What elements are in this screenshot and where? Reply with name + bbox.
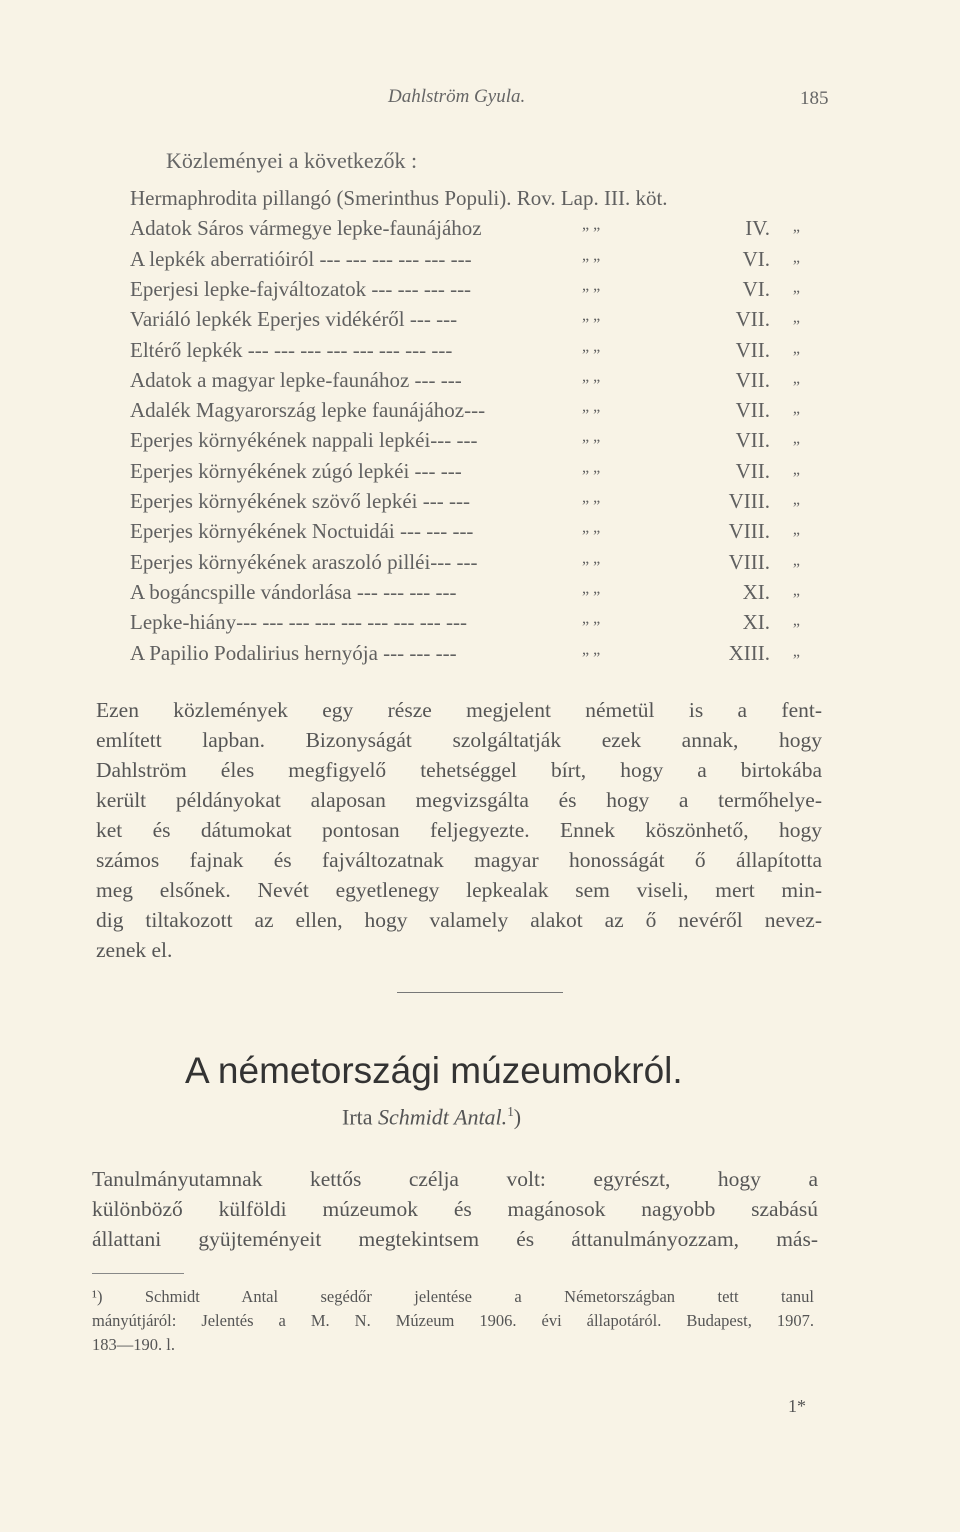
paragraph-line: különböző külföldi múzeumok és magánosok nagyobb szabású xyxy=(92,1197,818,1221)
publication-title: A Papilio Podalirius hernyója --- --- --- xyxy=(130,640,457,665)
footnote-rule xyxy=(92,1273,184,1274)
paragraph-dahlstrom xyxy=(96,695,822,965)
ditto-mark: „ „ xyxy=(582,367,601,385)
ditto-mark: „ „ xyxy=(582,216,601,234)
volume-number: VII. xyxy=(735,337,770,362)
publication-row xyxy=(130,519,800,549)
volume-number: XI. xyxy=(742,610,770,635)
paragraph-line: Tanulmányutamnak kettős czélja volt: egyrészt, hogy a xyxy=(92,1167,818,1191)
volume-number: VII. xyxy=(735,307,770,332)
footnote-line: mányútjáról: Jelentés a M. N. Múzeum 1906. évi állapotáról. Budapest, 1907. xyxy=(92,1311,814,1330)
ditto-mark: „ „ xyxy=(582,549,601,567)
ditto-mark: „ xyxy=(792,369,800,387)
paragraph-line: került példányokat alaposan megvizsgálta és hogy a termőhelye- xyxy=(96,788,822,812)
paragraph-line: Dahlström éles megfigyelő tehetséggel bírt, hogy a birtokába xyxy=(96,758,822,782)
publication-title: Eperjes környékének szövő lepkéi --- --- xyxy=(130,489,470,513)
running-head-author: Dahlström Gyula. xyxy=(388,86,526,107)
volume-number: VII. xyxy=(735,367,770,392)
paragraph-line: zenek el. xyxy=(96,938,173,962)
publication-row xyxy=(130,338,800,368)
ditto-mark: „ xyxy=(792,339,800,357)
ditto-mark: „ xyxy=(792,612,800,630)
footnote-line: ¹) Schmidt Antal segédőr jelentése a Németországban tett tanul xyxy=(92,1287,814,1306)
ditto-mark: „ „ xyxy=(582,246,601,264)
ditto-mark: „ „ xyxy=(582,579,601,597)
publication-title: A bogáncspille vándorlása --- --- --- --- xyxy=(130,579,457,604)
section-divider xyxy=(397,992,563,993)
paragraph-line: ket és dátumokat pontosan feljegyezte. Ennek köszönhető, hogy xyxy=(96,818,822,842)
byline-prefix: Irta xyxy=(342,1104,373,1130)
byline-suffix: ) xyxy=(513,1104,522,1130)
ditto-mark: „ xyxy=(792,642,800,660)
volume-number: VII. xyxy=(735,398,770,423)
volume-number: VII. xyxy=(735,458,770,483)
ditto-mark: „ xyxy=(792,491,800,508)
ditto-mark: „ xyxy=(792,309,800,327)
ditto-mark: „ „ xyxy=(582,519,601,537)
publication-title: Hermaphrodita pillangó (Smerinthus Populi). Rov. Lap. III. köt. xyxy=(130,186,668,210)
ditto-mark: „ „ xyxy=(582,489,601,506)
signature-mark: 1* xyxy=(788,1396,806,1416)
publication-title: Lepke-hiány--- --- --- --- --- --- --- --- --- xyxy=(130,610,467,635)
ditto-mark: „ „ xyxy=(582,640,601,658)
publication-title: Adatok a magyar lepke-faunához --- --- xyxy=(130,367,462,392)
publication-title: Eperjes környékének zúgó lepkéi --- --- xyxy=(130,458,462,483)
publication-row xyxy=(130,610,800,640)
paragraph-line: Ezen közlemények egy része megjelent németül is a fent- xyxy=(96,698,822,722)
footnote-mark: 1 xyxy=(507,1104,514,1119)
paragraph-line: dig tiltakozott az ellen, hogy valamely alakot az ő nevéről nevez- xyxy=(96,908,822,932)
publication-title: Eperjes környékének nappali lepkéi--- --- xyxy=(130,428,478,453)
publication-title: Eperjes környékének Noctuidái --- --- --- xyxy=(130,519,474,544)
publication-row xyxy=(130,489,800,519)
paragraph-line: meg elsőnek. Nevét egyetlenegy lepkealak sem viseli, mert min- xyxy=(96,878,822,902)
publication-row xyxy=(130,247,800,277)
ditto-mark: „ „ xyxy=(582,307,601,325)
paragraph-line: számos fajnak és fajváltozatnak magyar honosságát ő állapította xyxy=(96,848,822,872)
publication-row xyxy=(130,368,800,398)
publication-row xyxy=(130,398,800,428)
ditto-mark: „ xyxy=(792,551,800,569)
publication-title: Eltérő lepkék --- --- --- --- --- --- --- --- xyxy=(130,337,453,362)
paragraph-line: állattani gyüjteményeit megtekintsem és áttanulmányozzam, más- xyxy=(92,1227,818,1251)
ditto-mark: „ xyxy=(792,218,800,236)
article-byline xyxy=(342,1104,521,1130)
byline-author: Schmidt Antal. xyxy=(378,1104,508,1130)
article-title: A németországi múzeumokról. xyxy=(185,1050,683,1091)
volume-number: XIII. xyxy=(728,640,770,665)
page-number: 185 xyxy=(800,88,829,109)
ditto-mark: „ xyxy=(792,278,800,296)
ditto-mark: „ „ xyxy=(582,276,601,294)
publication-title: Adatok Sáros vármegye lepke-faunájához xyxy=(130,216,482,241)
volume-number: IV. xyxy=(745,216,770,241)
intro-line: Közleményei a következők : xyxy=(166,148,418,173)
volume-number: VIII. xyxy=(728,549,770,574)
footnote-line: 183—190. l. xyxy=(92,1335,175,1354)
publication-title: Variáló lepkék Eperjes vidékéről --- --- xyxy=(130,307,458,332)
publication-row xyxy=(130,550,800,580)
publication-title: Eperjes környékének araszoló pilléi--- --- xyxy=(130,549,478,574)
ditto-mark: „ xyxy=(792,521,800,539)
footnote xyxy=(92,1285,814,1357)
volume-number: VIII. xyxy=(728,519,770,544)
publication-title: Adalék Magyarország lepke faunájához--- xyxy=(130,398,486,423)
publication-row xyxy=(130,216,800,246)
ditto-mark: „ „ xyxy=(582,428,601,446)
volume-number: VIII. xyxy=(728,489,770,513)
volume-number: XI. xyxy=(742,579,770,604)
ditto-mark: „ xyxy=(792,581,800,599)
publication-row xyxy=(130,641,800,671)
publication-row xyxy=(130,459,800,489)
publication-row xyxy=(130,277,800,307)
ditto-mark: „ „ xyxy=(582,458,601,476)
ditto-mark: „ „ xyxy=(582,398,601,416)
publication-row xyxy=(130,307,800,337)
ditto-mark: „ xyxy=(792,400,800,418)
volume-number: VI. xyxy=(742,246,770,271)
publication-row xyxy=(130,428,800,458)
ditto-mark: „ xyxy=(792,430,800,448)
paragraph-article-intro xyxy=(92,1164,818,1254)
publication-title: Eperjesi lepke-fajváltozatok --- --- --- --- xyxy=(130,276,472,301)
paragraph-line: említett lapban. Bizonyságát szolgáltatják ezek annak, hogy xyxy=(96,728,822,752)
publication-row xyxy=(130,186,800,216)
ditto-mark: „ xyxy=(792,248,800,266)
volume-number: VI. xyxy=(742,276,770,301)
volume-number: VII. xyxy=(735,428,770,453)
ditto-mark: „ xyxy=(792,460,800,478)
publication-title: A lepkék aberratióiról --- --- --- --- --- --- xyxy=(130,246,472,271)
ditto-mark: „ „ xyxy=(582,337,601,355)
publication-row xyxy=(130,580,800,610)
ditto-mark: „ „ xyxy=(582,610,601,628)
